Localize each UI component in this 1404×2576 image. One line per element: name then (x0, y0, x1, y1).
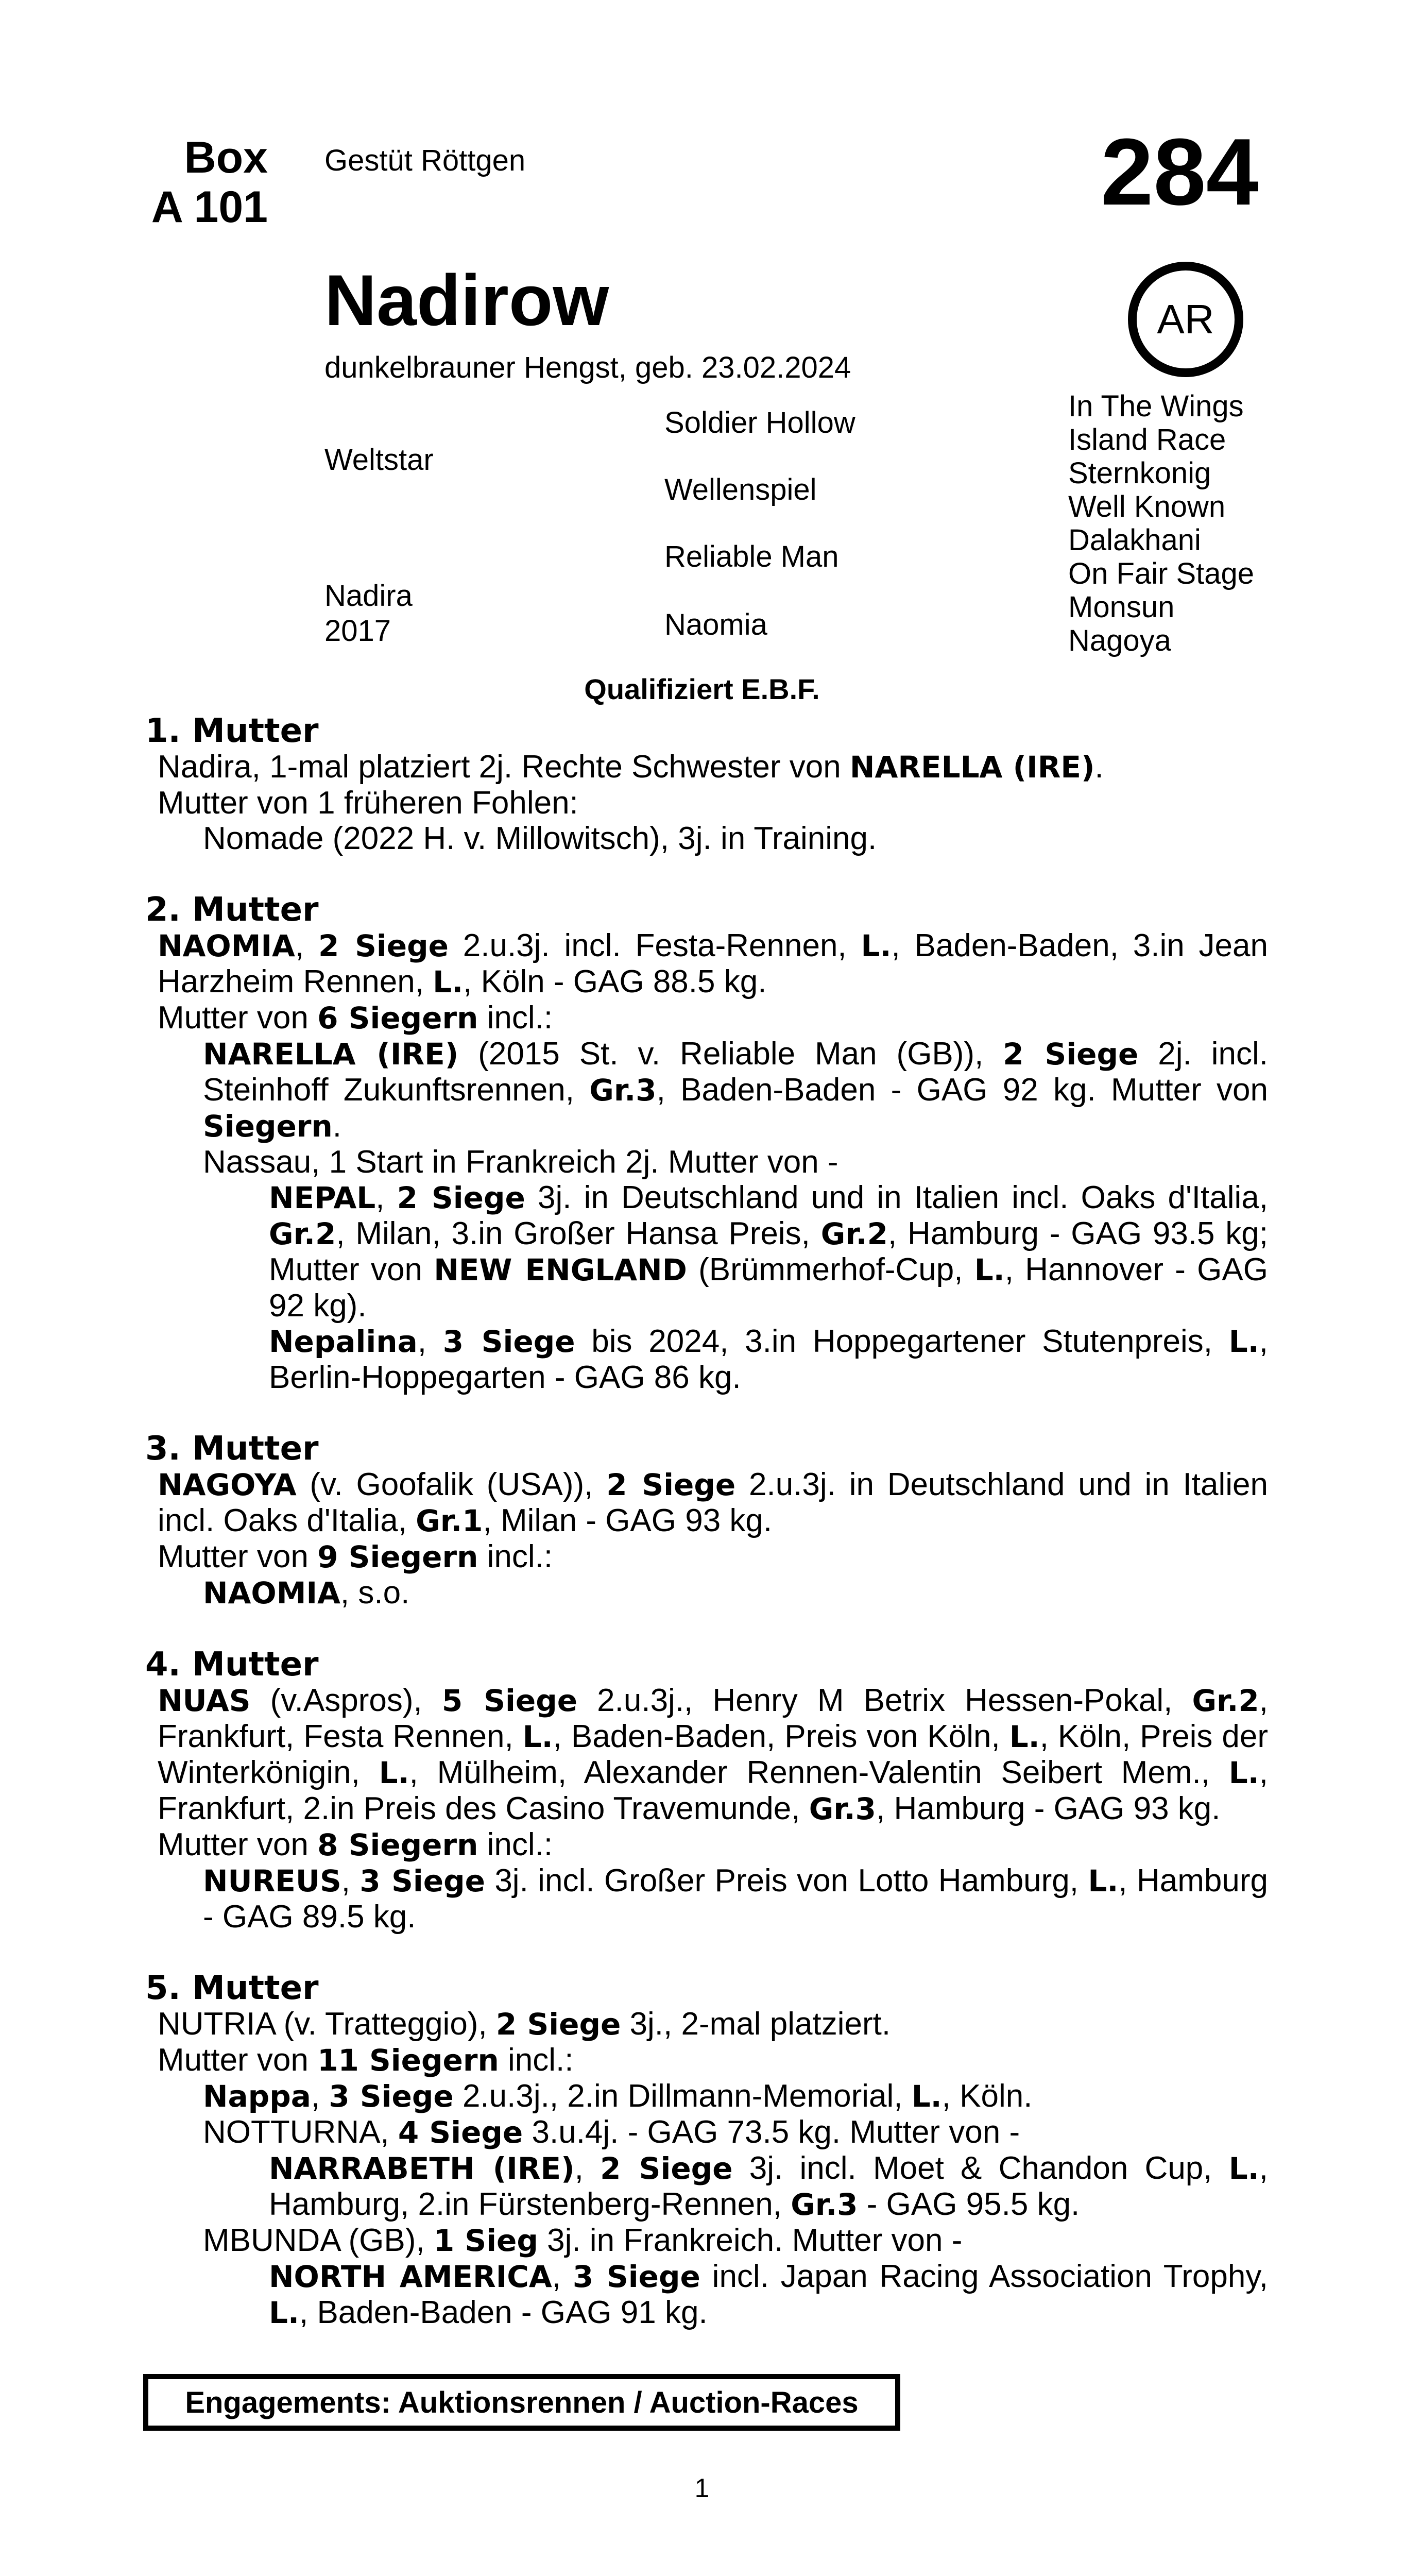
dam-record: NUTRIA (v. Tratteggio), 2 Siege 3j., 2-mal platziert. (158, 2006, 891, 2042)
produce-item: NOTTURNA, 4 Siege 3.u.4j. - GAG 73.5 kg. Mutter von - (203, 2114, 1020, 2150)
lot-number: 284 (1101, 118, 1259, 225)
produce-summary: Mutter von 11 Siegern incl.: (158, 2042, 574, 2078)
produce-summary: Mutter von 6 Siegern incl.: (158, 1000, 553, 1036)
pedigree-great-grandparent: Dalakhani (1068, 523, 1201, 557)
produce-summary: Mutter von 8 Siegern incl.: (158, 1827, 553, 1862)
pedigree-great-grandparent: Well Known (1068, 490, 1226, 523)
pedigree-sire: Weltstar (324, 443, 434, 477)
produce-item: NAOMIA, s.o. (203, 1575, 410, 1611)
produce-summary: Mutter von 9 Siegern incl.: (158, 1539, 553, 1574)
engagements-label: Engagements: Auktionsrennen / Auction-Races (185, 2385, 859, 2419)
section-heading: 5. Mutter (145, 1969, 319, 2007)
breeder-name: Gestüt Röttgen (324, 144, 526, 177)
box-label: Box (184, 133, 268, 182)
pedigree-grandparent: Reliable Man (664, 540, 839, 573)
horse-description: dunkelbrauner Hengst, geb. 23.02.2024 (324, 351, 851, 384)
dam-record: NAGOYA (v. Goofalik (USA)), 2 Siege 2.u.3j. in Deutschland und in Italien incl. Oaks d'Italia, Gr.1, Milan - GAG 93 kg. (158, 1467, 1268, 1538)
pedigree-great-grandparent: Island Race (1068, 423, 1226, 456)
horse-name: Nadirow (324, 260, 609, 341)
produce-item: Nepalina, 3 Siege bis 2024, 3.in Hoppegartener Stutenpreis, L., Berlin-Hoppegarten - GAG 86 kg. (269, 1324, 1268, 1395)
page-number: 1 (694, 2473, 710, 2503)
section-fourth-dam (145, 1647, 1268, 1935)
pedigree-great-grandparent: Sternkonig (1068, 456, 1211, 490)
produce-item: Nappa, 3 Siege 2.u.3j., 2.in Dillmann-Memorial, L., Köln. (203, 2078, 1033, 2114)
pedigree-dam-year: 2017 (324, 614, 391, 648)
section-fifth-dam (145, 1971, 1268, 2331)
produce-item: NARRABETH (IRE), 2 Siege 3j. incl. Moet & Chandon Cup, L., Hamburg, 2.in Fürstenberg-Rennen, Gr.3 - GAG 95.5 kg. (269, 2150, 1268, 2222)
produce-item: NEPAL, 2 Siege 3j. in Deutschland und in Italien incl. Oaks d'Italia, Gr.2, Milan, 3.in Großer Hansa Preis, Gr.2, Hamburg - GAG 93.5 kg; Mutter von NEW ENGLAND (Brümmerhof-Cup, L., Hannover - GAG 92 kg). (269, 1180, 1268, 1324)
section-second-dam (145, 892, 1268, 1395)
section-heading: 2. Mutter (145, 891, 319, 929)
produce-item: MBUNDA (GB), 1 Sieg 3j. in Frankreich. Mutter von - (203, 2223, 963, 2258)
produce-item: Nassau, 1 Start in Frankreich 2j. Mutter von - (203, 1144, 838, 1180)
pedigree-great-grandparent: Monsun (1068, 590, 1175, 624)
pedigree-dam: Nadira (324, 579, 413, 613)
box-location (144, 133, 268, 232)
pedigree-grandparent: Wellenspiel (664, 473, 817, 506)
pedigree-grandparent: Soldier Hollow (664, 406, 855, 439)
engagements-box (143, 2374, 900, 2431)
dam-record: Nadira, 1-mal platziert 2j. Rechte Schwester von NARELLA (IRE). (158, 749, 1104, 785)
pedigree-great-grandparent: Nagoya (1068, 624, 1171, 657)
section-first-dam (145, 714, 1268, 856)
dam-line (145, 714, 1268, 2367)
dam-record: NUAS (v.Aspros), 5 Siege 2.u.3j., Henry M Betrix Hessen-Pokal, Gr.2, Frankfurt, Festa Rennen, L., Baden-Baden, Preis von Köln, L., Köln, Preis der Winterkönigin, L., Mülheim, Alexander Rennen-Valentin Seibert Mem., L., Frankfurt, 2.in Preis des Casino Travemunde, Gr.3, Hamburg - GAG 93 kg. (158, 1683, 1269, 1826)
ar-badge-icon (1128, 262, 1243, 377)
pedigree-great-grandparents (1068, 389, 1254, 657)
produce-item: Nomade (2022 H. v. Millowitsch), 3j. in Training. (203, 821, 877, 856)
box-number: A 101 (151, 182, 268, 232)
pedigree-great-grandparent: On Fair Stage (1068, 557, 1255, 590)
produce-summary: Mutter von 1 früheren Fohlen: (158, 785, 578, 821)
pedigree-grandparent: Naomia (664, 608, 767, 641)
section-heading: 3. Mutter (145, 1430, 319, 1468)
ar-badge-label: AR (1157, 296, 1214, 342)
produce-item: NARELLA (IRE) (2015 St. v. Reliable Man (GB)), 2 Siege 2j. incl. Steinhoff Zukunftsrennen, Gr.3, Baden-Baden - GAG 92 kg. Mutter von Siegern. (203, 1036, 1269, 1144)
pedigree-great-grandparent: In The Wings (1068, 389, 1244, 423)
ebf-qualifier: Qualifiziert E.B.F. (584, 673, 820, 705)
section-third-dam (145, 1431, 1268, 1611)
produce-item: NORTH AMERICA, 3 Siege incl. Japan Racing Association Trophy, L., Baden-Baden - GAG 91 kg. (269, 2259, 1268, 2330)
section-heading: 1. Mutter (145, 712, 319, 750)
dam-record: NAOMIA, 2 Siege 2.u.3j. incl. Festa-Rennen, L., Baden-Baden, 3.in Jean Harzheim Rennen, L., Köln - GAG 88.5 kg. (158, 928, 1268, 999)
produce-item: NUREUS, 3 Siege 3j. incl. Großer Preis von Lotto Hamburg, L., Hamburg - GAG 89.5 kg. (203, 1863, 1268, 1935)
section-heading: 4. Mutter (145, 1646, 319, 1684)
